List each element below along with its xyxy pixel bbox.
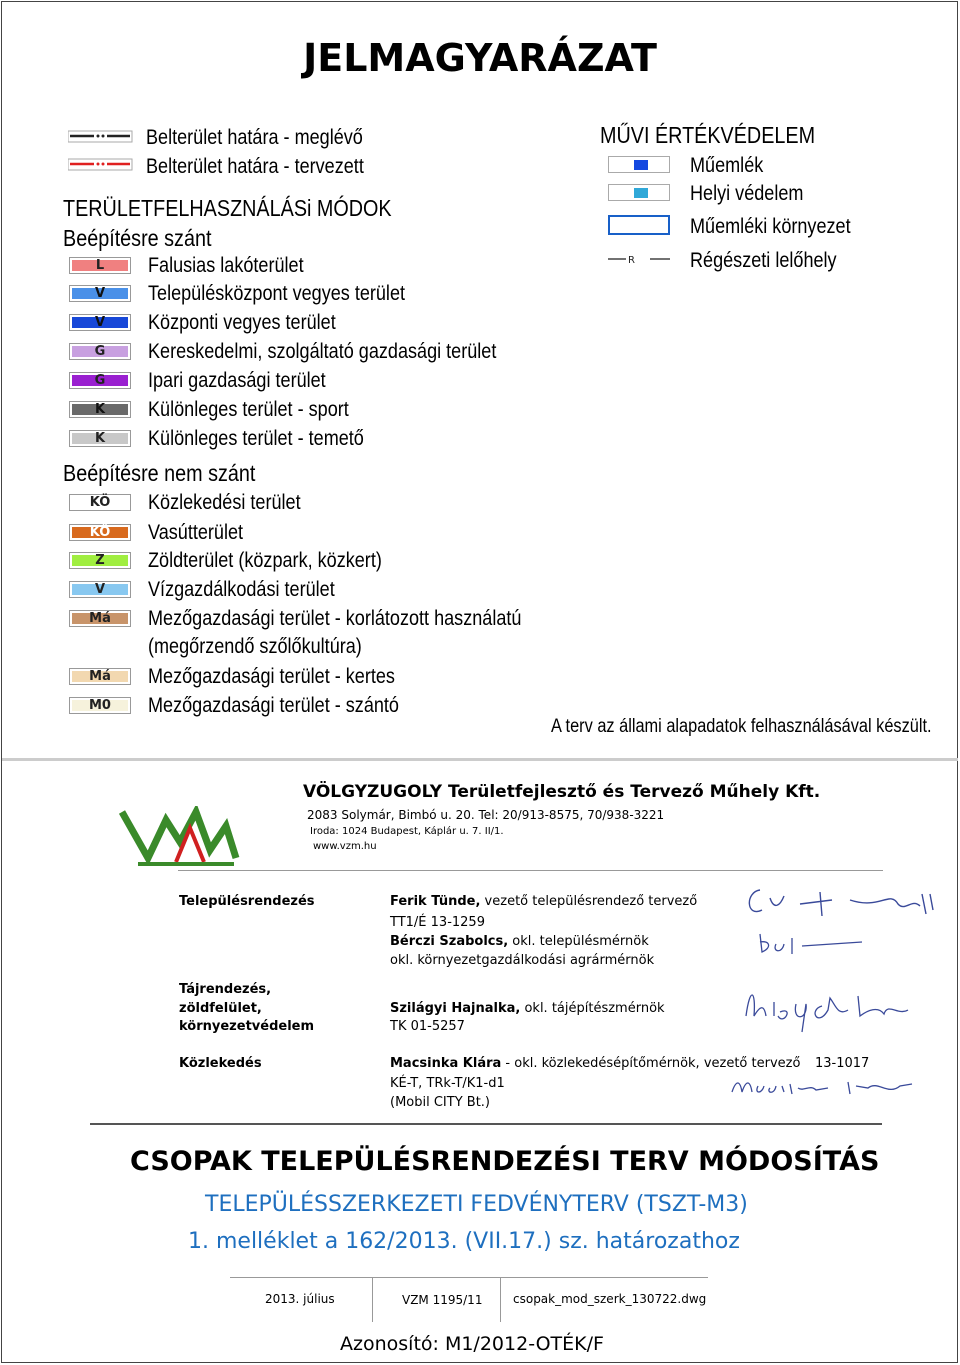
unbuilt-item-label: Közlekedési terület	[148, 491, 301, 514]
unbuilt-item-swatch	[69, 697, 131, 714]
transport-firm: (Mobil CITY Bt.)	[390, 1095, 490, 1110]
built-heading: Beépítésre szánt	[63, 225, 212, 251]
credit-landscape	[390, 1001, 665, 1016]
unbuilt-item-code: KÖ	[89, 495, 111, 510]
signature-szilagyi	[738, 976, 923, 1034]
built-item-swatch	[69, 430, 131, 447]
archaeological-marker: R	[628, 255, 635, 266]
unbuilt-item-swatch	[69, 524, 131, 541]
built-item-label: Falusias lakóterület	[148, 254, 304, 277]
data-source-note: A terv az állami alapadatok felhasználásával készült.	[551, 716, 932, 737]
landscape-name: Szilágyi Hajnalka,	[390, 1001, 521, 1016]
landscape-role: okl. tájépítészmérnök	[520, 1001, 665, 1016]
planner2-name: Bérczi Szabolcs,	[390, 934, 509, 949]
unbuilt-item-code: Má	[89, 669, 111, 684]
unbuilt-item-label: Mezőgazdasági terület - korlátozott használatú	[148, 607, 522, 630]
land-use-heading: TERÜLETFELHASZNÁLÁSi MÓDOK	[63, 195, 392, 221]
credit-transport	[390, 1056, 800, 1071]
monument-symbol	[608, 156, 670, 173]
local-protection-label: Helyi védelem	[690, 182, 804, 205]
unbuilt-item-code: KÖ	[89, 525, 111, 540]
unbuilt-item-label: Zöldterület (közpark, közkert)	[148, 549, 382, 572]
signature-berczi	[752, 928, 872, 958]
built-item-label: Központi vegyes terület	[148, 311, 336, 334]
built-item-label: Kereskedelmi, szolgáltató gazdasági terület	[148, 340, 497, 363]
archaeological-site-symbol	[606, 248, 672, 270]
transport-name: Macsinka Klára	[390, 1056, 502, 1071]
built-item-swatch	[69, 257, 131, 274]
built-item-label: Különleges terület - temető	[148, 427, 364, 450]
built-item-swatch	[69, 372, 131, 389]
transport-role: - okl. közlekedésépítőmérnök, vezető tervező	[501, 1056, 801, 1071]
built-item-swatch	[69, 343, 131, 360]
signature-ferik	[740, 880, 935, 924]
boundary-planned-label: Belterület határa - tervezett	[146, 155, 364, 178]
credit-planner2	[390, 934, 649, 949]
credit-landscape-label-3: környezetvédelem	[179, 1019, 315, 1034]
transport-reg2: KÉ-T, TRk-T/K1-d1	[390, 1076, 505, 1091]
unbuilt-item-code: M0	[89, 698, 111, 713]
unbuilt-item-swatch	[69, 552, 131, 569]
project-top-rule	[90, 1123, 882, 1125]
archaeological-site-label: Régészeti lelőhely	[690, 249, 837, 272]
monument-label: Műemlék	[690, 154, 764, 177]
footer-date: 2013. július	[265, 1292, 335, 1306]
monument-environment-label: Műemléki környezet	[690, 215, 851, 238]
footer-file: csopak_mod_szerk_130722.dwg	[513, 1292, 707, 1306]
unbuilt-item-code: V	[94, 582, 106, 597]
unbuilt-item-code: Z	[95, 553, 105, 568]
unbuilt-item-swatch	[69, 494, 131, 511]
signature-macsinka	[728, 1070, 918, 1102]
section-divider	[2, 758, 958, 761]
unbuilt-heading: Beépítésre nem szánt	[63, 460, 256, 486]
unbuilt-item-label: Vasútterület	[148, 521, 244, 544]
built-item-code: G	[94, 373, 106, 388]
document-id: Azonosító: M1/2012-OTÉK/F	[340, 1333, 604, 1355]
company-address: 2083 Solymár, Bimbó u. 20. Tel: 20/913-8575, 70/938-3221	[307, 808, 665, 822]
unbuilt-item-label-continued: (megőrzendő szőlőkultúra)	[148, 635, 362, 658]
company-name: VÖLGYZUGOLY Területfejlesztő és Tervező Műhely Kft.	[303, 782, 821, 802]
boundary-planned-symbol	[68, 156, 134, 176]
planner2-role2: okl. környezetgazdálkodási agrármérnök	[390, 953, 655, 968]
built-item-code: V	[94, 286, 106, 301]
credit-landscape-label-1: Tájrendezés,	[179, 982, 272, 997]
credit-planner1	[390, 894, 697, 909]
unbuilt-item-swatch	[69, 581, 131, 598]
unbuilt-item-code: Má	[89, 611, 111, 626]
monument-environment-symbol	[608, 215, 670, 235]
built-item-code: K	[94, 402, 106, 417]
local-protection-symbol	[608, 184, 670, 201]
built-item-label: Ipari gazdasági terület	[148, 369, 326, 392]
project-subtitle: TELEPÜLÉSSZERKEZETI FEDVÉNYTERV (TSZT-M3)	[205, 1192, 748, 1217]
credit-transport-label: Közlekedés	[179, 1056, 262, 1071]
built-item-code: L	[95, 258, 105, 273]
footer-top-rule	[230, 1277, 708, 1278]
built-item-swatch	[69, 314, 131, 331]
unbuilt-item-swatch	[69, 610, 131, 627]
company-web: www.vzm.hu	[313, 841, 377, 852]
planner1-reg: TT1/É 13-1259	[390, 915, 485, 930]
company-office: Iroda: 1024 Budapest, Káplár u. 7. II/1.	[310, 826, 504, 837]
planner2-role: okl. településmérnök	[508, 934, 649, 949]
project-annex: 1. melléklet a 162/2013. (VII.17.) sz. határozathoz	[188, 1229, 740, 1254]
credits-top-rule	[178, 870, 883, 871]
boundary-existing-label: Belterület határa - meglévő	[146, 126, 363, 149]
heritage-heading: MŰVI ÉRTÉKVÉDELEM	[600, 122, 816, 148]
built-item-code: V	[94, 315, 106, 330]
built-item-label: Különleges terület - sport	[148, 398, 349, 421]
built-item-code: G	[94, 344, 106, 359]
page-title: JELMAGYARÁZAT	[303, 36, 657, 80]
unbuilt-item-label: Mezőgazdasági terület - szántó	[148, 694, 399, 717]
built-item-swatch	[69, 285, 131, 302]
planner1-name: Ferik Tünde,	[390, 894, 481, 909]
landscape-reg: TK 01-5257	[390, 1019, 465, 1034]
unbuilt-item-label: Vízgazdálkodási terület	[148, 578, 335, 601]
built-item-label: Településközpont vegyes terület	[148, 282, 406, 305]
transport-reg: 13-1017	[815, 1056, 870, 1071]
footer-divider-1	[372, 1278, 373, 1322]
credit-planning-label: Településrendezés	[179, 894, 315, 909]
unbuilt-item-swatch	[69, 668, 131, 685]
unbuilt-item-label: Mezőgazdasági terület - kertes	[148, 665, 395, 688]
company-logo	[118, 806, 240, 868]
credit-landscape-label-2: zöldfelület,	[179, 1001, 262, 1016]
built-item-swatch	[69, 401, 131, 418]
footer-divider-2	[500, 1278, 501, 1322]
planner1-role: vezető településrendező tervező	[480, 894, 698, 909]
built-item-code: K	[94, 431, 106, 446]
project-title: CSOPAK TELEPÜLÉSRENDEZÉSI TERV MÓDOSÍTÁS	[130, 1146, 880, 1177]
footer-ref: VZM 1195/11	[402, 1293, 483, 1307]
